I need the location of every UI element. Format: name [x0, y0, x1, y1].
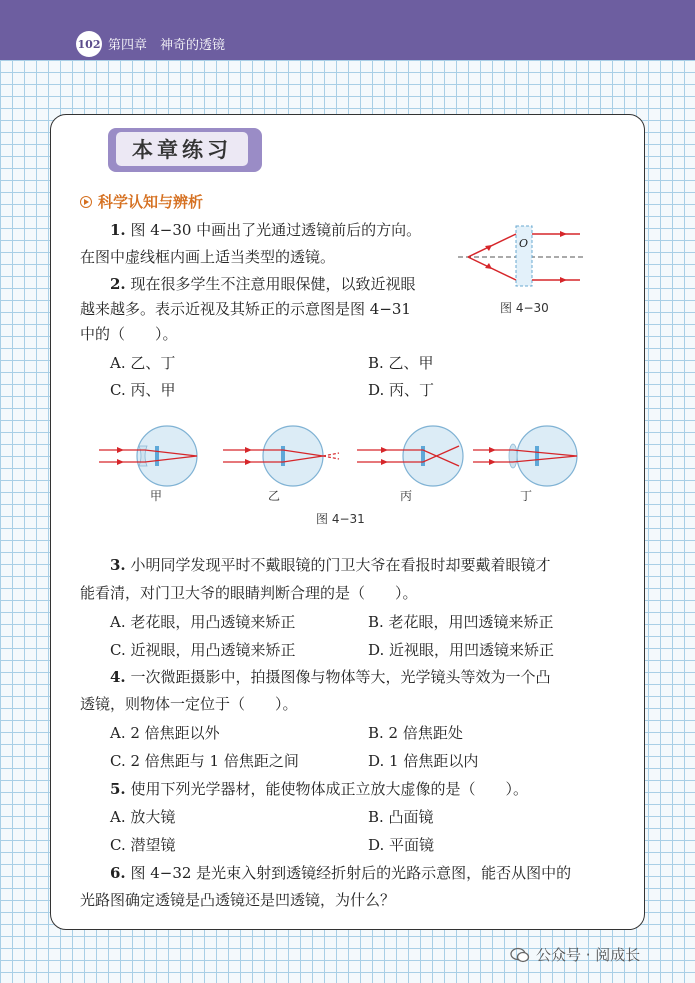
- q2-line1: 2. 现在很多学生不注意用眼保健，以致近视眼: [110, 275, 416, 293]
- q3-line2: 能看清，对门卫大爷的眼睛判断合理的是（ ）。: [80, 584, 418, 602]
- q4-option-b: B. 2 倍焦距处: [368, 724, 463, 742]
- label-jia: 甲: [150, 489, 163, 503]
- diagram-jia: [99, 426, 197, 486]
- q1-line1: 1. 图 4−30 中画出了光通过透镜前后的方向。: [110, 221, 422, 239]
- watermark-text: 公众号 · 阅成长: [536, 946, 641, 964]
- q4-option-a: A. 2 倍焦距以外: [110, 724, 220, 742]
- header-bar: [0, 0, 695, 60]
- point-o-label: O: [519, 237, 529, 250]
- arrow-icon: [381, 447, 388, 453]
- q3-option-a: A. 老花眼，用凸透镜来矫正: [110, 613, 296, 631]
- arrow-icon: [245, 459, 252, 465]
- watermark: [510, 944, 640, 965]
- q1-line2: 在图中虚线框内画上适当类型的透镜。: [80, 248, 336, 266]
- q2-option-d: D. 丙、丁: [368, 381, 435, 399]
- eye-lens: [535, 446, 539, 466]
- diagram-ding: [473, 426, 577, 486]
- figure-4-30: [456, 222, 586, 292]
- lens-box: [516, 226, 532, 286]
- arrow-icon: [117, 447, 124, 453]
- convex-lens: [509, 444, 517, 468]
- section-heading: [80, 191, 203, 212]
- eye-lens: [281, 446, 285, 466]
- virtual-ray: [323, 456, 339, 459]
- wechat-icon: [510, 947, 530, 963]
- eyeball: [137, 426, 197, 486]
- eyeball: [263, 426, 323, 486]
- q2-line2: 越来越多。表示近视及其矫正的示意图是图 4−31: [80, 300, 411, 318]
- label-bing: 丙: [400, 489, 413, 503]
- section-label: 科学认知与辨析: [98, 193, 204, 211]
- incident-ray-lower: [468, 257, 516, 280]
- page-number: 102: [76, 31, 102, 57]
- arrow-icon: [381, 459, 388, 465]
- figure-4-30-caption: 图 4−30: [500, 301, 549, 315]
- q5-option-c: C. 潜望镜: [110, 836, 176, 854]
- virtual-ray: [323, 453, 339, 456]
- page-title: 本章练习: [116, 132, 248, 166]
- chapter-title: 第四章 神奇的透镜: [108, 38, 226, 53]
- arrow-icon: [560, 231, 567, 237]
- diagram-bing: [357, 426, 463, 486]
- q5-option-b: B. 凸面镜: [368, 808, 434, 826]
- arrow-icon: [489, 447, 496, 453]
- q3-option-d: D. 近视眼，用凹透镜来矫正: [368, 641, 555, 659]
- eye-lens: [155, 446, 159, 466]
- eye-lens: [421, 446, 425, 466]
- q4-option-d: D. 1 倍焦距以内: [368, 752, 479, 770]
- play-icon: [80, 196, 92, 208]
- q2-option-c: C. 丙、甲: [110, 381, 176, 399]
- figure-4-31: [95, 422, 585, 502]
- eyeball: [517, 426, 577, 486]
- q6-line1: 6. 图 4−32 是光束入射到透镜经折射后的光路示意图，能否从图中的: [110, 864, 572, 882]
- q3-option-b: B. 老花眼，用凹透镜来矫正: [368, 613, 554, 631]
- q2-option-b: B. 乙、甲: [368, 354, 434, 372]
- figure-4-31-caption: 图 4−31: [316, 512, 365, 526]
- arrow-icon: [560, 277, 567, 283]
- incident-ray-upper: [468, 234, 516, 257]
- q3-option-c: C. 近视眼，用凸透镜来矫正: [110, 641, 296, 659]
- eyeball: [403, 426, 463, 486]
- arrow-icon: [489, 459, 496, 465]
- q4-line2: 透镜，则物体一定位于（ ）。: [80, 695, 298, 713]
- q5-option-d: D. 平面镜: [368, 836, 435, 854]
- q4-option-c: C. 2 倍焦距与 1 倍焦距之间: [110, 752, 299, 770]
- arrow-icon: [245, 447, 252, 453]
- q5-option-a: A. 放大镜: [110, 808, 176, 826]
- q4-line1: 4. 一次微距摄影中，拍摄图像与物体等大，光学镜头等效为一个凸: [110, 668, 551, 686]
- label-yi: 乙: [268, 489, 281, 503]
- q3-line1: 3. 小明同学发现平时不戴眼镜的门卫大爷在看报时却要戴着眼镜才: [110, 556, 551, 574]
- diagram-yi: [223, 426, 339, 486]
- q2-line3: 中的（ ）。: [80, 325, 178, 343]
- q2-option-a: A. 乙、丁: [110, 354, 176, 372]
- label-ding: 丁: [520, 489, 533, 503]
- q6-line2: 光路图确定透镜是凸透镜还是凹透镜，为什么？: [80, 891, 396, 909]
- arrow-icon: [117, 459, 124, 465]
- q5-line1: 5. 使用下列光学器材，能使物体成正立放大虚像的是（ ）。: [110, 780, 528, 798]
